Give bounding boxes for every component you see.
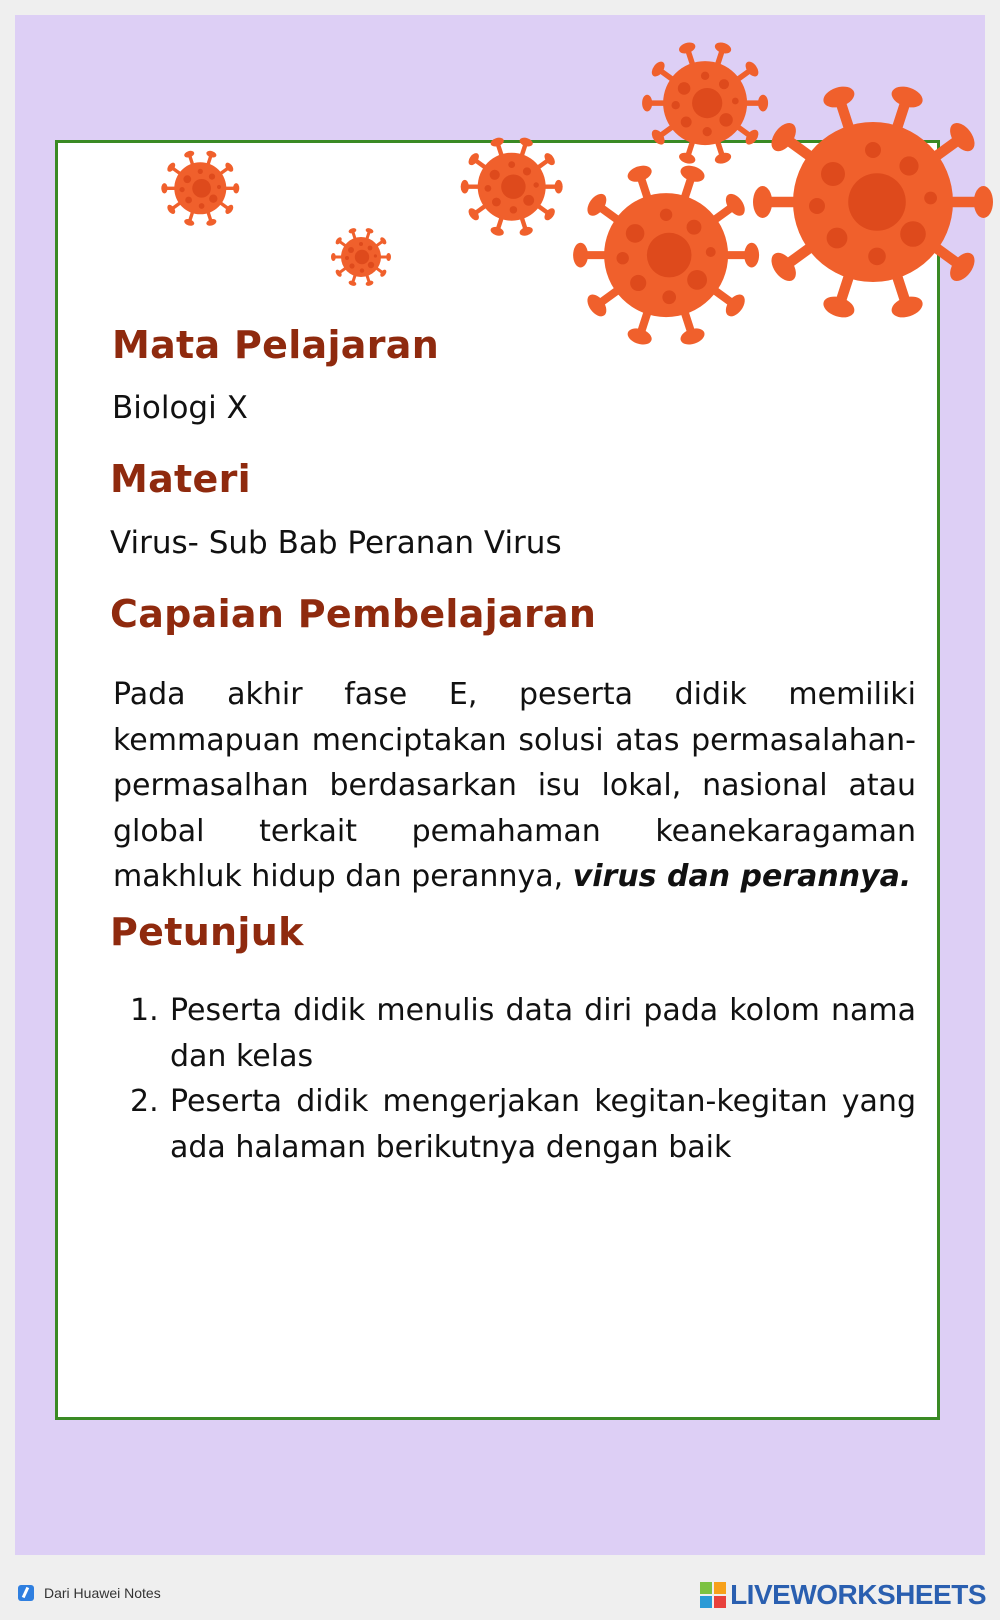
logo-mark-icon — [700, 1582, 726, 1608]
list-item-number: 1. — [130, 993, 159, 1028]
virus-icon — [330, 226, 392, 288]
material-heading: Materi — [110, 457, 251, 501]
virus-icon — [749, 78, 997, 326]
list-item-number: 2. — [130, 1084, 159, 1119]
subject-value: Biologi X — [112, 390, 248, 426]
material-value: Virus- Sub Bab Peranan Virus — [110, 525, 562, 561]
subject-heading: Mata Pelajaran — [112, 323, 440, 367]
list-item — [130, 988, 916, 1079]
list-item-text: Peserta didik menulis data diri pada kolom nama dan kelas — [170, 993, 916, 1074]
list-item-text: Peserta didik mengerjakan kegitan-kegitan yang ada halaman berikutnya dengan baik — [170, 1084, 916, 1165]
notes-app-icon — [18, 1585, 34, 1601]
virus-icon — [570, 159, 762, 351]
source-note-label: Dari Huawei Notes — [44, 1585, 161, 1601]
source-note — [18, 1585, 161, 1601]
list-item — [130, 1079, 916, 1170]
instructions-heading: Petunjuk — [110, 910, 304, 954]
brand-name: LIVEWORKSHEETS — [730, 1579, 986, 1610]
virus-icon — [160, 148, 241, 229]
virus-icon — [459, 134, 564, 239]
footer-bar — [0, 1575, 1000, 1620]
achievement-text: Pada akhir fase E, peserta didik memiliki kemmapuan menciptakan solusi atas permasalahan-permasalhan berdasarkan isu lokal, nasional atau global terkait pemahaman keanekaragaman makhluk hidup dan perannya, — [113, 677, 916, 894]
liveworksheets-logo[interactable] — [700, 1579, 986, 1611]
instruction-list — [130, 988, 916, 1170]
achievement-heading: Capaian Pembelajaran — [110, 592, 597, 636]
achievement-paragraph — [113, 672, 916, 900]
achievement-emphasis: virus dan perannya. — [572, 859, 912, 894]
